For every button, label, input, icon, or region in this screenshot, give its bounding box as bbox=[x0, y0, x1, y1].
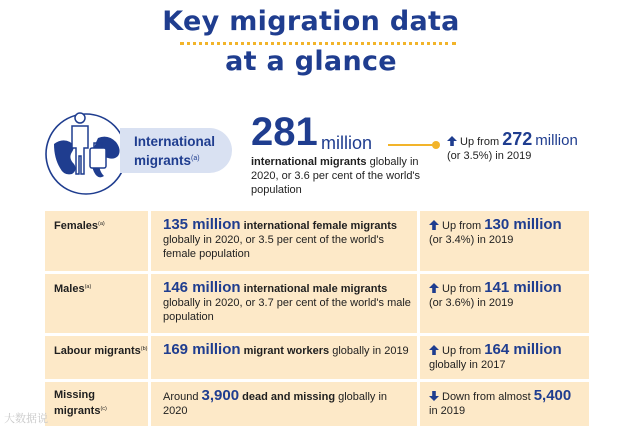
page-title-line2: at a glance bbox=[225, 46, 397, 77]
row-label: Females$^{(a)}$ bbox=[45, 211, 148, 271]
headline-description: international migrants globally in 2020, or 3.6 per cent of the world's population bbox=[251, 156, 421, 196]
international-migrants-label: International migrants$^{(a)}$ bbox=[120, 128, 232, 173]
row-label: Missing migrants$^{(c)}$ bbox=[45, 382, 148, 426]
table-row-females bbox=[45, 211, 589, 271]
arrow-down-icon bbox=[429, 391, 439, 401]
watermark: 大数据说 bbox=[4, 413, 48, 425]
headline-change: Up from 272 million (or 3.5%) in 2019 bbox=[447, 129, 578, 162]
headline-number: 281 bbox=[251, 110, 318, 154]
arrow-up-icon bbox=[429, 345, 439, 355]
row-change: Up from 164 million globally in 2017 bbox=[420, 336, 589, 379]
connector-dot bbox=[432, 141, 440, 149]
table-row-males bbox=[45, 274, 589, 333]
connector-line bbox=[388, 144, 436, 146]
footnote-marker: (a) bbox=[191, 155, 200, 162]
table-row-labour-migrants bbox=[45, 336, 589, 379]
arrow-up-icon bbox=[429, 220, 439, 230]
row-change: Down from almost 5,400 in 2019 bbox=[420, 382, 589, 426]
globe-traveller-icon bbox=[40, 104, 132, 196]
table-row-missing-migrants bbox=[45, 382, 589, 426]
title-underline bbox=[180, 42, 456, 45]
migration-data-table bbox=[42, 208, 592, 429]
arrow-up-icon bbox=[429, 283, 439, 293]
row-description: 146 million international male migrants globally in 2020, or 3.7 per cent of the world's male population bbox=[151, 274, 417, 333]
row-description: 135 million international female migrants globally in 2020, or 3.5 per cent of the world's female population bbox=[151, 211, 417, 271]
row-change: Up from 141 million (or 3.6%) in 2019 bbox=[420, 274, 589, 333]
arrow-up-icon bbox=[447, 136, 457, 146]
row-label: Males$^{(a)}$ bbox=[45, 274, 148, 333]
row-description: 169 million migrant workers globally in 2019 bbox=[151, 336, 417, 379]
row-description: Around 3,900 dead and missing globally in 2020 bbox=[151, 382, 417, 426]
row-label: Labour migrants$^{(b)}$ bbox=[45, 336, 148, 379]
page-title-line1: Key migration data bbox=[162, 6, 460, 37]
row-change: Up from 130 million (or 3.4%) in 2019 bbox=[420, 211, 589, 271]
headline-unit: million bbox=[321, 133, 373, 153]
